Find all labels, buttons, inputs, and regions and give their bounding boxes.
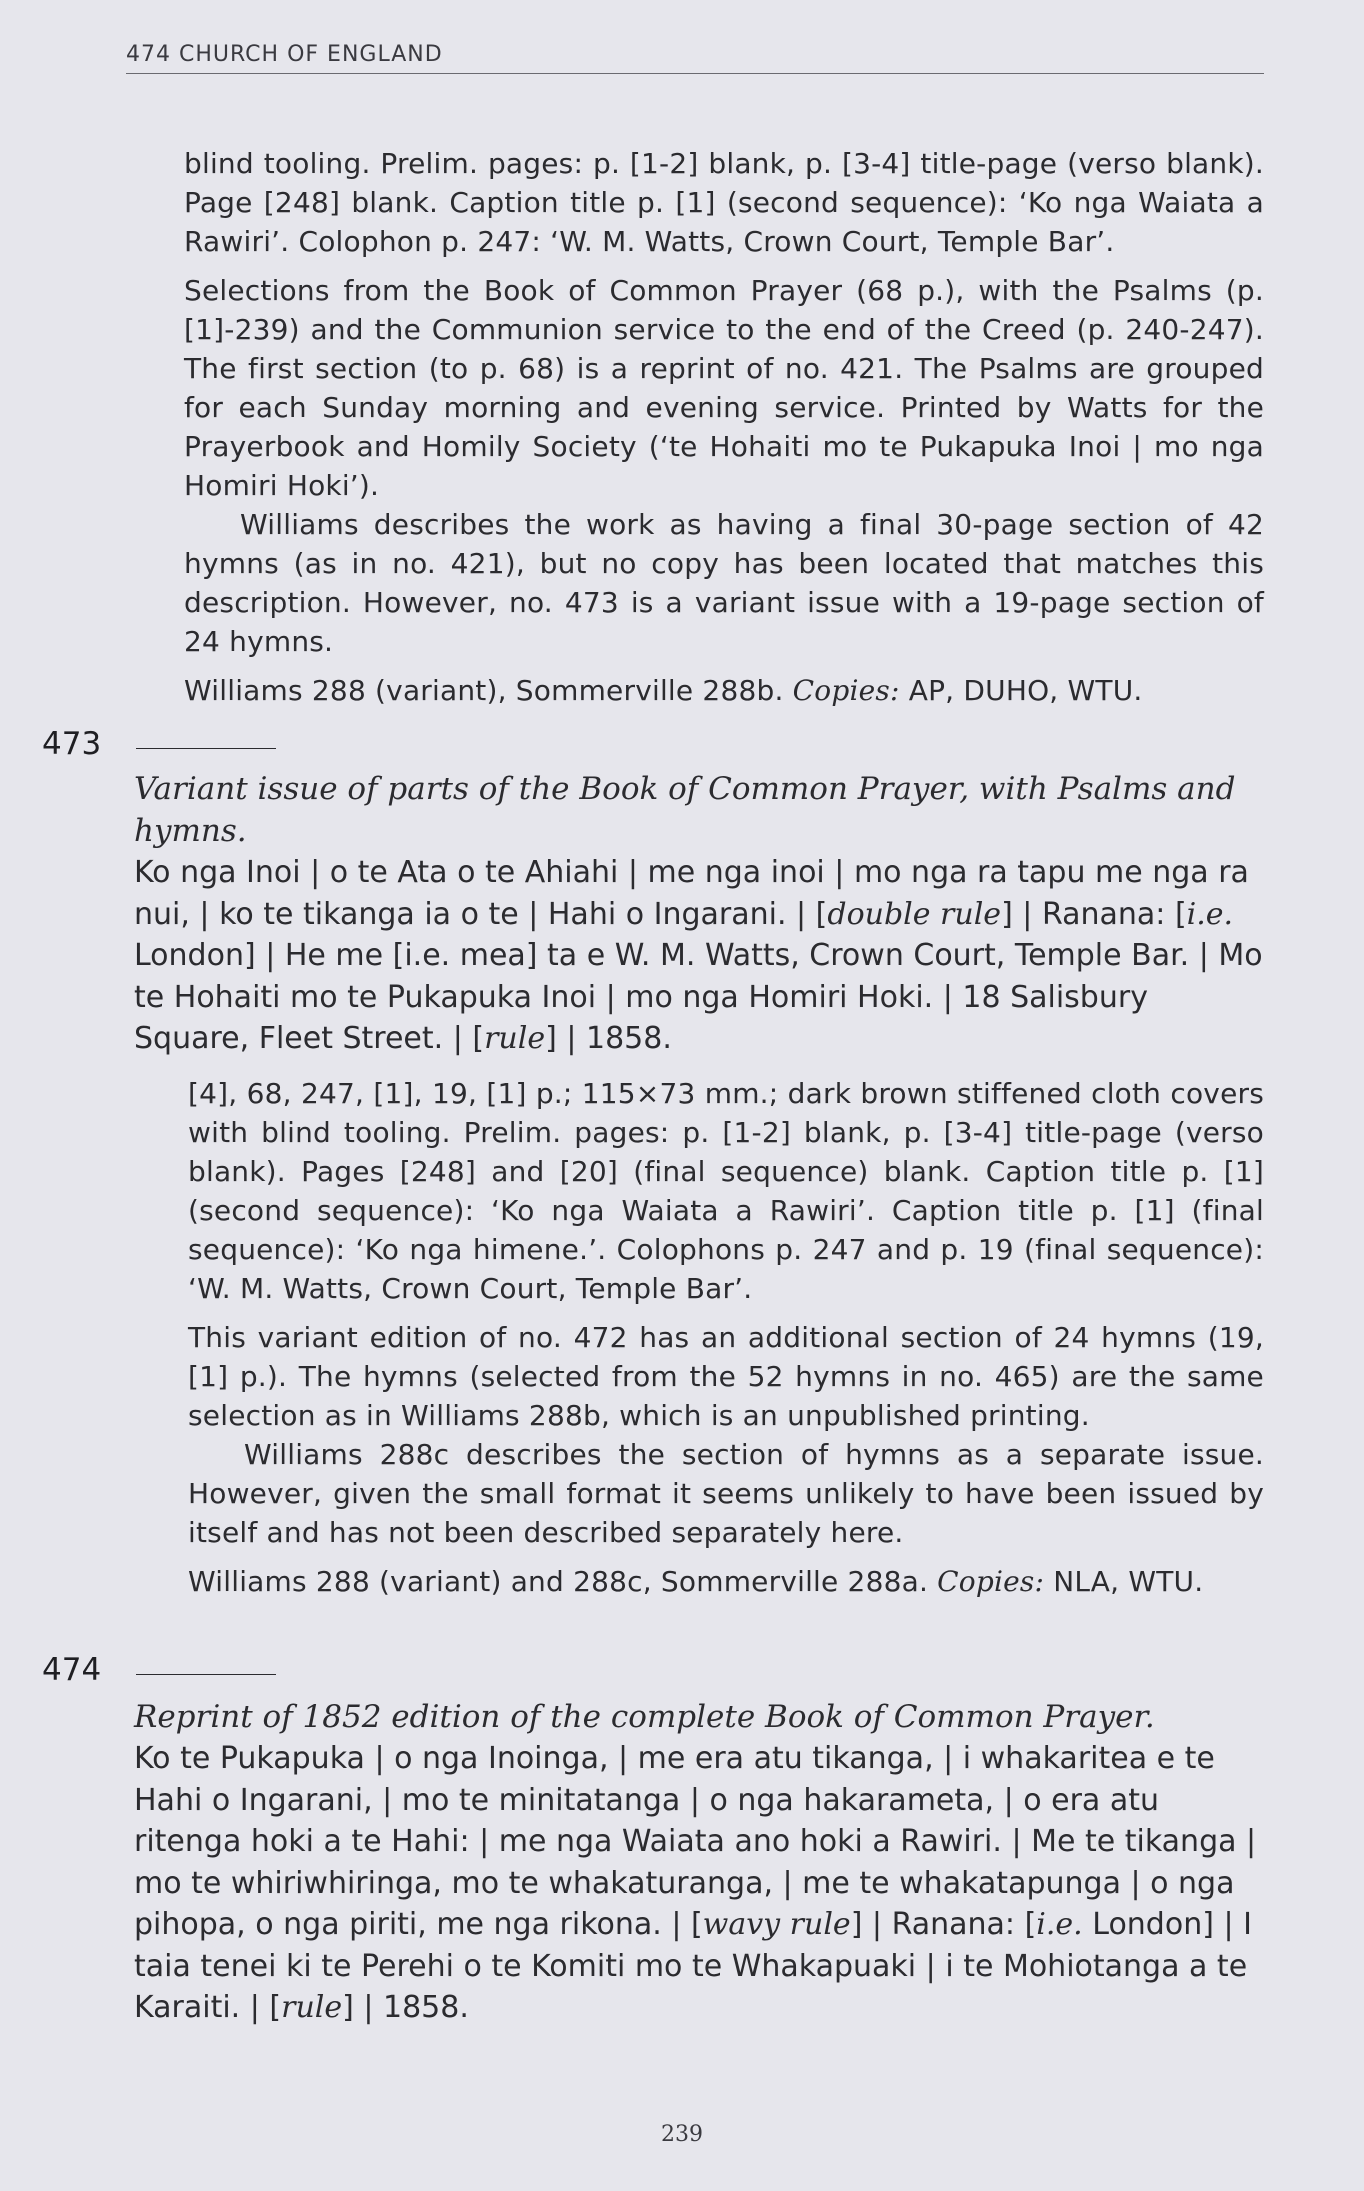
entry-474 [134, 1696, 1264, 2029]
reference-text: Williams 288 (variant), Sommerville 288b. [184, 674, 784, 707]
entry-title: Reprint of 1852 edition of the complete Book of Common Prayer. [134, 1699, 1155, 1735]
copies-text: NLA, WTU. [1053, 1565, 1204, 1598]
references [184, 671, 1264, 710]
entry-rule [136, 1674, 276, 1675]
running-head: 474 CHURCH OF ENGLAND [126, 42, 1264, 74]
rule-note: rule [484, 1021, 546, 1056]
entry-473 [134, 768, 1264, 1060]
note: This variant edition of no. 472 has an additional section of 24 hymns (19, [1] p.). The hymns (selected from the 52 hymns in no. 465) are the same selection as in Williams 288b, which is an unpublished printing. [188, 1321, 1264, 1432]
entry-473-notes [188, 1074, 1264, 1611]
entry-rule [136, 748, 276, 749]
page-number: 239 [661, 2122, 703, 2147]
physical-description: [4], 68, 247, [1], 19, [1] p.; 115×73 mm.; dark brown stiffened cloth covers with blind tooling. Prelim. pages: p. [1-2] blank, p. [3-4] title-page (verso blank). Pages [248] and [20] (final sequence) blank. Caption title p. [1] (second sequence): ‘Ko nga Waiata a Rawiri’. Caption title p. [1] (final sequence): ‘Ko nga himene.’. Colophons p. 247 and p. 19 (final sequence): ‘W. M. Watts, Crown Court, Temple Bar’. [188, 1077, 1264, 1305]
entry-title: Variant issue of parts of the Book of Common Prayer, with Psalms and hymns. [134, 771, 1236, 849]
references [188, 1562, 1264, 1601]
title-transcription: Ko te Pukapuka | o nga Inoinga, | me era atu tikanga, | i whakaritea e te Hahi o Ingarani, | mo te minitatanga | o nga hakarameta, | o era atu ritenga hoki a te Hahi: | me nga Waiata ano hoki a Rawiri. | Me te tikanga | mo te whiriwhiringa, mo te whakaturanga, | me te whakatapunga | o nga pihopa, o nga piriti, me nga rikona. | [wavy rule] | Ranana: [i.e. London] | I taia tenei ki te Perehi o te Komiti mo te Whakapuaki | i te Mohiotanga a te Karaiti. | [rule] | 1858. [134, 1741, 1257, 2025]
reference-text: Williams 288 (variant) and 288c, Sommerville 288a. [188, 1565, 929, 1598]
entry-number: 473 [42, 726, 102, 762]
physical-description: blind tooling. Prelim. pages: p. [1-2] blank, p. [3-4] title-page (verso blank). Page [248] blank. Caption title p. [1] (second sequence): ‘Ko nga Waiata a Rawiri’. Colophon p. 247: ‘W. M. Watts, Crown Court, Temple Bar’. [184, 147, 1264, 258]
copies-label: Copies: [792, 674, 900, 707]
note: Williams 288c describes the section of hymns as a separate issue. However, given the small format it seems unlikely to have been issued by itself and has not been described separately here. [188, 1438, 1264, 1549]
ie-note: i.e. [1036, 1907, 1083, 1942]
copies-label: Copies: [937, 1565, 1045, 1598]
copies-text: AP, DUHO, WTU. [908, 674, 1143, 707]
rule-note: wavy rule [702, 1907, 851, 1942]
rule-note: double rule [827, 896, 1002, 932]
note: Williams describes the work as having a final 30-page section of 42 hymns (as in no. 421), but no copy has been located that matches this description. However, no. 473 is a variant issue with a 19-page section of 24 hymns. [184, 508, 1264, 658]
entry-number: 474 [42, 1652, 102, 1688]
ie-note: i.e. [1186, 896, 1234, 932]
top-section [184, 144, 1264, 720]
title-transcription: Ko nga Inoi | o te Ata o te Ahiahi | me nga inoi | mo nga ra tapu me nga ra nui, | ko te tikanga ia o te | Hahi o Ingarani. | [double rule] | Ranana: [i.e. London] | He me [i.e. mea] ta e W. M. Watts, Crown Court, Temple Bar. | Mo te Hohaiti mo te Pukapuka Inoi | mo nga Homiri Hoki. | 18 Salisbury Square, Fleet Street. | [rule] | 1858. [134, 855, 1263, 1056]
rule-note: rule [281, 1990, 343, 2025]
note: Selections from the Book of Common Prayer (68 p.), with the Psalms (p. [1]-239) and the Communion service to the end of the Creed (p. 240-247). The first section (to p. 68) is a reprint of no. 421. The Psalms are grouped for each Sunday morning and evening service. Printed by Watts for the Prayerbook and Homily Society (‘te Hohaiti mo te Pukapuka Inoi | mo nga Homiri Hoki’). [184, 274, 1264, 502]
